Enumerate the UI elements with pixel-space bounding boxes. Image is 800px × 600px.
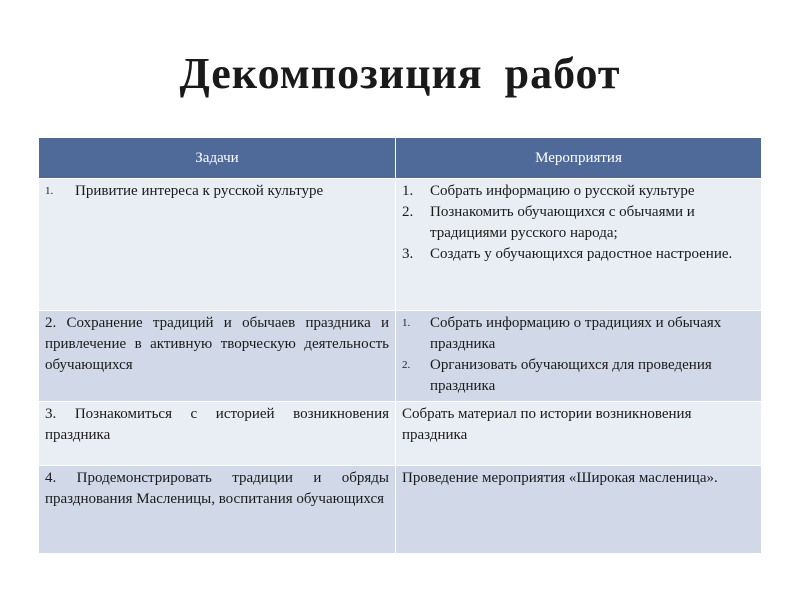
table-row [39, 402, 762, 466]
header-tasks: Задачи [39, 138, 396, 179]
task-text: 3. Познакомиться с историей возникновения праздника [45, 406, 389, 443]
activities-cell [396, 466, 762, 554]
activities-list [402, 313, 755, 397]
task-cell [39, 402, 396, 466]
item-text: Собрать информацию о русской культуре [430, 183, 695, 199]
activities-cell [396, 311, 762, 402]
task-cell [39, 466, 396, 554]
table-header-row [39, 138, 762, 179]
activities-cell [396, 179, 762, 311]
header-activities: Мероприятия [396, 138, 762, 179]
item-number: 1. [402, 317, 411, 329]
item-text: Познакомить обучающихся с обычаями и традициями русского народа; [430, 204, 695, 241]
slide-title: Декомпозиция работ [179, 49, 621, 98]
activity-text: Собрать материал по истории возникновения праздника [402, 406, 692, 443]
task-cell [39, 311, 396, 402]
item-text: Собрать информацию о традициях и обычаях праздника [430, 315, 722, 352]
list-item [402, 244, 755, 265]
list-item [402, 202, 755, 244]
activities-cell [396, 402, 762, 466]
task-number: 1. [45, 185, 54, 197]
list-item [402, 355, 755, 397]
table-row [39, 311, 762, 402]
list-item [402, 181, 755, 202]
item-text: Создать у обучающихся радостное настроение. [430, 246, 733, 262]
table-row [39, 466, 762, 554]
item-text: Организовать обучающихся для проведения праздника [430, 357, 712, 394]
item-number: 2. [402, 204, 414, 220]
item-number: 2. [402, 359, 411, 371]
table-row [39, 179, 762, 311]
list-item [402, 313, 755, 355]
item-number: 1. [402, 183, 414, 199]
activities-list [402, 181, 755, 265]
decomposition-table [38, 137, 762, 554]
task-cell [39, 179, 396, 311]
task-text: 4. Продемонстрировать традиции и обряды празднования Масленицы, воспитания обучающихся [45, 470, 389, 507]
task-text: Привитие интереса к русской культуре [75, 183, 324, 199]
item-number: 3. [402, 246, 414, 262]
task-text: 2. Сохранение традиций и обычаев праздника и привлечение в активную творческую деятельность обучающихся [45, 315, 389, 373]
activity-text: Проведение мероприятия «Широкая масленица». [402, 470, 718, 486]
